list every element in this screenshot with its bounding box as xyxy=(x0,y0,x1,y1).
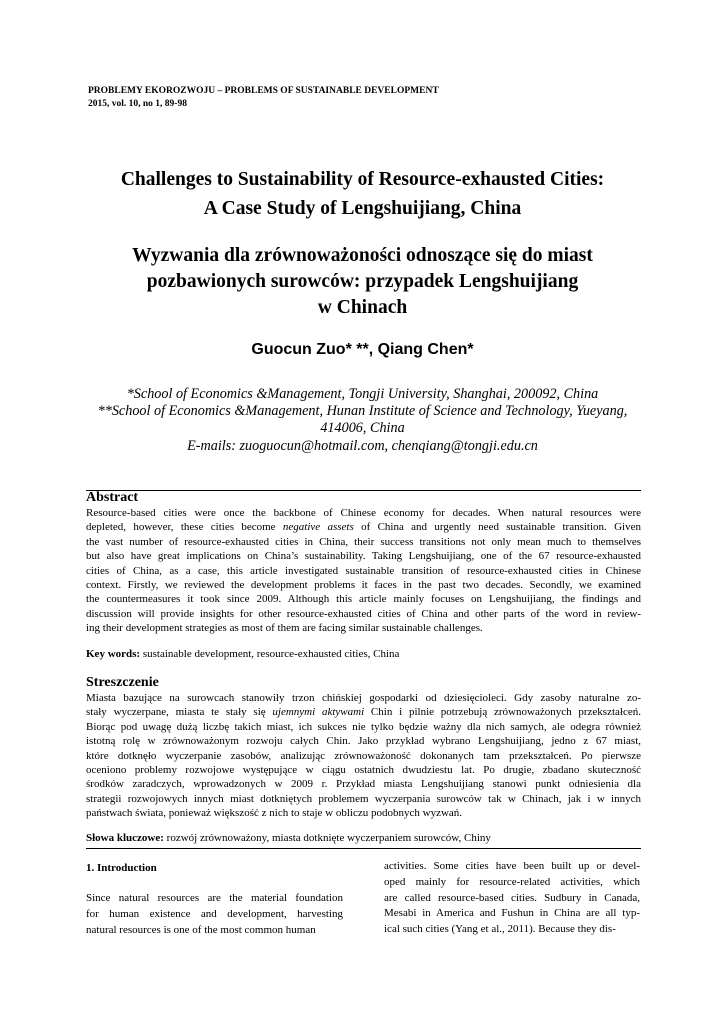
affiliations xyxy=(40,386,685,455)
abstract-body xyxy=(86,506,641,636)
text-line: Since natural resources are the material foundation xyxy=(86,892,343,904)
text-line: ical such cities (Yang et al., 2011). Because they dis- xyxy=(384,923,616,936)
text-line: oceniono problemy rozwojowe występujące w ciągu ostatnich dwudziestu lat. Po drugie, zbadano skuteczność xyxy=(86,764,641,777)
affiliation-line: **School of Economics &Management, Hunan Institute of Science and Technology, Yueyang, xyxy=(97,403,628,420)
email-line: E-mails: zuoguocun@hotmail.com, chenqiang@tongji.edu.cn xyxy=(187,437,538,454)
text-line: środków zaradczych, wprowadzonych w 2009 r. Przykład miasta Lengshuijiang stanowi punkt odniesienia dla xyxy=(86,778,641,791)
abstract-divider xyxy=(86,490,641,491)
introduction-left-column xyxy=(86,890,343,938)
slowa-kluczowe-text: rozwój zrównoważony, miasta dotknięte wyczerpaniem surowców, Chiny xyxy=(166,832,491,844)
abstract-heading: Abstract xyxy=(86,490,139,505)
keywords xyxy=(86,648,641,660)
keywords-text: sustainable development, resource-exhausted cities, China xyxy=(142,648,400,660)
streszczenie-body xyxy=(86,691,641,821)
affiliation-line: 414006, China xyxy=(320,420,405,437)
title-polish-line: w Chinach xyxy=(317,297,408,318)
text-line: oped mainly for resource-related activities, which xyxy=(384,875,640,888)
text-line: ing their development strategies as most of them are facing similar sustainable challenges. xyxy=(86,622,483,635)
emphasized-term: negative assets xyxy=(282,521,354,534)
authors: Guocun Zuo* **, Qiang Chen* xyxy=(251,341,474,358)
text-line: które dotknęło wyczerpanie zasobów, analizując zrównoważoność dokonanych tam przekształceń. Po pierwsze xyxy=(86,749,641,762)
text-line: Resource-based cities were once the backbone of Chinese economy for decades. When natural resources were xyxy=(86,507,641,519)
text-line: are called resource-based cities. Sudbury in Canada, xyxy=(384,891,640,904)
text-line: Miasta bazujące na surowcach stanowiły trzon chińskiej gospodarki od dziesięcioleci. Gdy zasoby naturalne zo- xyxy=(86,692,641,704)
slowa-kluczowe-label: Słowa kluczowe: xyxy=(86,832,164,844)
title-english-line: A Case Study of Lengshuijiang, China xyxy=(203,198,522,219)
journal-volume: 2015, vol. 10, no 1, 89-98 xyxy=(88,99,187,109)
text-line: the countermeasures it took since 2009. Although this article mainly focuses on Lengshuijiang, the findings and xyxy=(86,593,641,606)
title-english xyxy=(40,165,685,223)
text-line: stały wyczerpane, miasta te stały się ujemnymi aktywami Chin i pilnie potrzebują zrównoważonych przekształceń. xyxy=(86,706,641,719)
text-line: cities of China, as a case, this article investigated sustainable transition of resource-exhausted cities in Chinese xyxy=(86,564,641,577)
emphasized-term: ujemnymi aktywami xyxy=(272,706,365,719)
text-line: for human existence and development, harvesting xyxy=(86,908,343,920)
text-line: context. Firstly, we reviewed the development problems it faces in the past two decades. Secondly, we examined xyxy=(86,579,641,592)
text-line: depleted, however, these cities become negative assets of China and urgently need sustainable transition. Given xyxy=(86,521,641,534)
text-line: natural resources is one of the most common human xyxy=(86,924,316,936)
text-line: strategii rozwojowych innych miast dotkniętych problemem wyczerpania surowców tak w Chinach, jak i w innych xyxy=(86,792,641,805)
text-line: discussion will provide insights for other resource-exhausted cities of China and other parts of the word in review- xyxy=(86,607,641,620)
text-line: the vast number of resource-exhausted cities in China, their success transitions not only mean much to themselves xyxy=(86,535,641,548)
introduction-heading: 1. Introduction xyxy=(86,862,157,874)
title-polish xyxy=(40,243,685,321)
title-english-line: Challenges to Sustainability of Resource-exhausted Cities: xyxy=(120,169,605,190)
title-polish-line: pozbawionych surowców: przypadek Lengshuijiang xyxy=(146,271,579,292)
text-line: Mesabi in America and Fushun in China are all typ- xyxy=(384,907,640,920)
text-line: but also have great implications on China’s sustainability. Taking Lengshuijiang, one of the 67 resource-exhausted xyxy=(86,550,641,563)
streszczenie-heading: Streszczenie xyxy=(86,675,159,690)
slowa-kluczowe xyxy=(86,832,641,844)
title-polish-line: Wyzwania dla zrównoważoności odnoszące się do miast xyxy=(132,245,593,266)
journal-name: PROBLEMY EKOROZWOJU – PROBLEMS OF SUSTAINABLE DEVELOPMENT xyxy=(88,86,439,96)
introduction-right-column xyxy=(384,859,640,938)
keywords-label: Key words: xyxy=(86,648,141,660)
text-line: istotną rolę w zrównoważonym rozwoju całych Chin. Jako przykład wybrano Lengshuijiang, jedno z 67 miast, xyxy=(86,735,641,748)
affiliation-line: *School of Economics &Management, Tongji University, Shanghai, 200092, China xyxy=(126,386,599,402)
journal-header xyxy=(88,85,439,111)
text-line: Biorąc pod uwagę dużą liczbę takich miast, ich sukces nie tylko będzie ważny dla nich samych, ale odegra również xyxy=(86,720,641,733)
text-line: activities. Some cities have been built up or devel- xyxy=(384,860,640,872)
section-divider xyxy=(86,848,641,849)
text-line: państwach świata, ponieważ większość z nich to staje w obliczu podobnych wyzwań. xyxy=(86,807,463,820)
